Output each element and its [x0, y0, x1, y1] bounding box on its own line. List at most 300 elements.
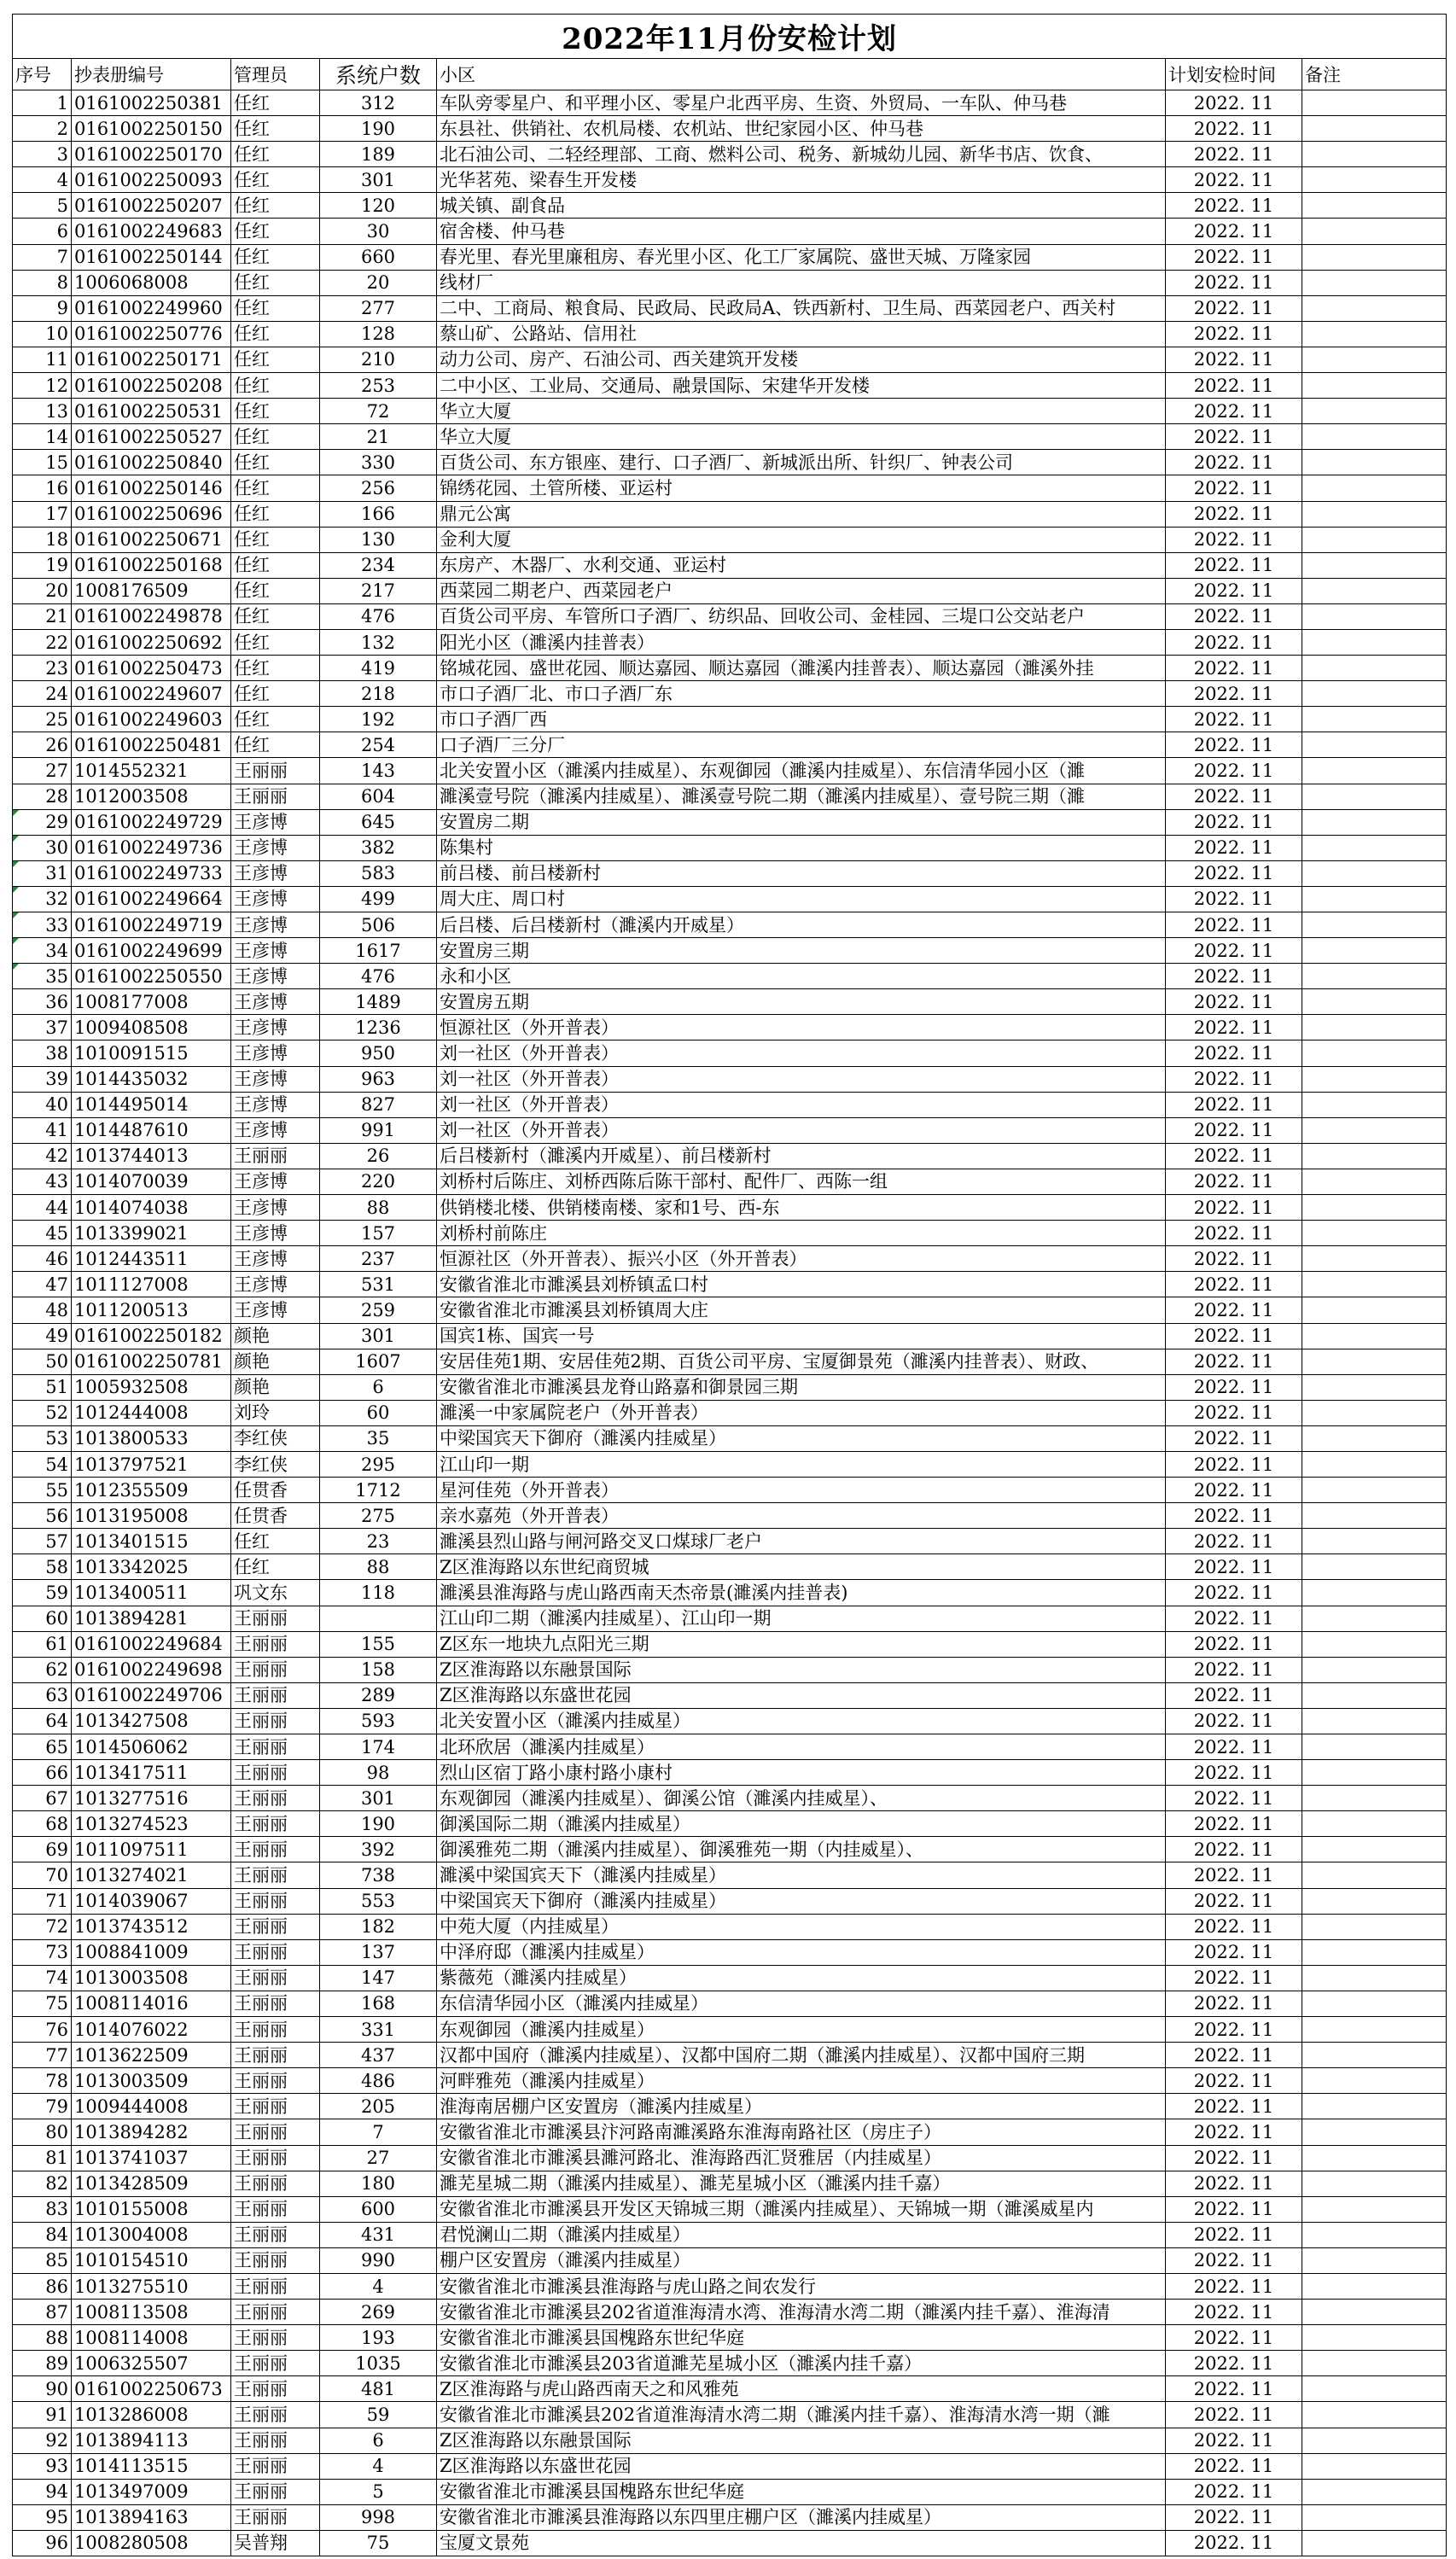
cell-note[interactable]	[1302, 2171, 1447, 2196]
cell-meter-book[interactable]: 0161002249960	[72, 295, 231, 321]
cell-community[interactable]: 西菜园二期老户、西菜园老户	[437, 578, 1166, 603]
cell-household-count[interactable]: 157	[320, 1221, 437, 1246]
cell-plan-time[interactable]: 2022. 11	[1166, 321, 1302, 347]
cell-no[interactable]: 44	[13, 1195, 72, 1221]
cell-manager[interactable]: 王彦博	[231, 1272, 320, 1297]
cell-note[interactable]	[1302, 1117, 1447, 1143]
cell-household-count[interactable]: 218	[320, 681, 437, 707]
cell-plan-time[interactable]: 2022. 11	[1166, 2300, 1302, 2325]
cell-community[interactable]: 中苑大厦（内挂威星）	[437, 1914, 1166, 1939]
cell-no[interactable]: 30	[13, 835, 72, 860]
cell-note[interactable]	[1302, 2145, 1447, 2171]
cell-manager[interactable]: 王丽丽	[231, 2453, 320, 2479]
cell-plan-time[interactable]: 2022. 11	[1166, 1939, 1302, 1965]
cell-community[interactable]: 安居佳苑1期、安居佳苑2期、百货公司平房、宝厦御景苑（濉溪内挂普表）、财政、	[437, 1349, 1166, 1374]
cell-manager[interactable]: 任红	[231, 219, 320, 244]
cell-no[interactable]: 10	[13, 321, 72, 347]
cell-note[interactable]	[1302, 809, 1447, 835]
cell-plan-time[interactable]: 2022. 11	[1166, 2376, 1302, 2402]
cell-no[interactable]: 67	[13, 1786, 72, 1811]
cell-household-count[interactable]: 330	[320, 450, 437, 475]
cell-community[interactable]: 前吕楼、前吕楼新村	[437, 860, 1166, 886]
cell-manager[interactable]: 任红	[231, 501, 320, 527]
cell-note[interactable]	[1302, 450, 1447, 475]
cell-household-count[interactable]: 193	[320, 2325, 437, 2351]
cell-household-count[interactable]: 132	[320, 629, 437, 655]
cell-note[interactable]	[1302, 629, 1447, 655]
cell-plan-time[interactable]: 2022. 11	[1166, 989, 1302, 1015]
cell-manager[interactable]: 王彦博	[231, 1297, 320, 1323]
cell-manager[interactable]: 王丽丽	[231, 1811, 320, 1837]
cell-community[interactable]: 御溪国际二期（濉溪内挂威星）	[437, 1811, 1166, 1837]
cell-community[interactable]: 光华茗苑、梁春生开发楼	[437, 167, 1166, 193]
cell-meter-book[interactable]: 0161002250531	[72, 399, 231, 424]
cell-note[interactable]	[1302, 1400, 1447, 1425]
cell-no[interactable]: 54	[13, 1451, 72, 1477]
cell-meter-book[interactable]: 0161002250093	[72, 167, 231, 193]
cell-community[interactable]: 安徽省淮北市濉溪县203省道濉芜星城小区（濉溪内挂千嘉）	[437, 2351, 1166, 2376]
cell-community[interactable]: 东观御园（濉溪内挂威星）、御溪公馆（濉溪内挂威星）、	[437, 1786, 1166, 1811]
cell-no[interactable]: 8	[13, 270, 72, 295]
cell-household-count[interactable]: 210	[320, 347, 437, 372]
cell-community[interactable]: 北石油公司、二轻经理部、工商、燃料公司、税务、新城幼儿园、新华书店、饮食、	[437, 142, 1166, 167]
cell-household-count[interactable]: 60	[320, 1400, 437, 1425]
cell-no[interactable]: 33	[13, 912, 72, 938]
cell-plan-time[interactable]: 2022. 11	[1166, 1425, 1302, 1451]
cell-community[interactable]: 金利大厦	[437, 527, 1166, 552]
cell-no[interactable]: 76	[13, 2017, 72, 2043]
cell-community[interactable]: 濉溪县淮海路与虎山路西南天杰帝景(濉溪内挂普表)	[437, 1580, 1166, 1606]
cell-no[interactable]: 7	[13, 244, 72, 270]
cell-household-count[interactable]: 991	[320, 1117, 437, 1143]
cell-plan-time[interactable]: 2022. 11	[1166, 1631, 1302, 1657]
cell-meter-book[interactable]: 1008280508	[72, 2530, 231, 2556]
cell-manager[interactable]: 李红侠	[231, 1425, 320, 1451]
cell-plan-time[interactable]: 2022. 11	[1166, 1041, 1302, 1066]
cell-note[interactable]	[1302, 527, 1447, 552]
cell-household-count[interactable]: 990	[320, 2247, 437, 2273]
cell-household-count[interactable]: 88	[320, 1195, 437, 1221]
cell-community[interactable]: 宝厦文景苑	[437, 2530, 1166, 2556]
cell-community[interactable]: 车队旁零星户、和平理小区、零星户北西平房、生资、外贸局、一车队、仲马巷	[437, 90, 1166, 116]
cell-plan-time[interactable]: 2022. 11	[1166, 193, 1302, 219]
cell-note[interactable]	[1302, 1837, 1447, 1862]
cell-no[interactable]: 1	[13, 90, 72, 116]
cell-household-count[interactable]: 645	[320, 809, 437, 835]
cell-manager[interactable]: 任红	[231, 373, 320, 399]
cell-manager[interactable]: 任红	[231, 193, 320, 219]
cell-household-count[interactable]: 118	[320, 1580, 437, 1606]
cell-community[interactable]: 安徽省淮北市濉溪县202省道淮海清水湾二期（濉溪内挂千嘉）、淮海清水湾一期（濉	[437, 2402, 1166, 2428]
cell-manager[interactable]: 王彦博	[231, 1195, 320, 1221]
cell-household-count[interactable]: 499	[320, 886, 437, 912]
cell-community[interactable]: 陈集村	[437, 835, 1166, 860]
cell-manager[interactable]: 王丽丽	[231, 1606, 320, 1631]
cell-manager[interactable]: 颜艳	[231, 1349, 320, 1374]
cell-plan-time[interactable]: 2022. 11	[1166, 2094, 1302, 2119]
cell-community[interactable]: 北关安置小区（濉溪内挂威星）、东观御园（濉溪内挂威星）、东信清华园小区（濉	[437, 758, 1166, 784]
cell-household-count[interactable]: 481	[320, 2376, 437, 2402]
cell-plan-time[interactable]: 2022. 11	[1166, 167, 1302, 193]
cell-note[interactable]	[1302, 2222, 1447, 2247]
cell-plan-time[interactable]: 2022. 11	[1166, 1786, 1302, 1811]
cell-meter-book[interactable]: 0161002250673	[72, 2376, 231, 2402]
cell-manager[interactable]: 任红	[231, 732, 320, 758]
cell-household-count[interactable]: 301	[320, 1323, 437, 1349]
cell-note[interactable]	[1302, 603, 1447, 629]
cell-note[interactable]	[1302, 1760, 1447, 1786]
cell-manager[interactable]: 任红	[231, 681, 320, 707]
cell-plan-time[interactable]: 2022. 11	[1166, 603, 1302, 629]
cell-note[interactable]	[1302, 2479, 1447, 2504]
cell-community[interactable]: 二中小区、工业局、交通局、融景国际、宋建华开发楼	[437, 373, 1166, 399]
cell-note[interactable]	[1302, 1092, 1447, 1117]
cell-manager[interactable]: 王彦博	[231, 989, 320, 1015]
cell-no[interactable]: 47	[13, 1272, 72, 1297]
cell-household-count[interactable]: 256	[320, 475, 437, 501]
cell-note[interactable]	[1302, 2068, 1447, 2094]
cell-manager[interactable]: 任红	[231, 527, 320, 552]
cell-community[interactable]: 安置房二期	[437, 809, 1166, 835]
cell-manager[interactable]: 任红	[231, 295, 320, 321]
cell-community[interactable]: 安徽省淮北市濉溪县开发区天锦城三期（濉溪内挂威星）、天锦城一期（濉溪威星内	[437, 2196, 1166, 2222]
cell-manager[interactable]: 王丽丽	[231, 2428, 320, 2453]
cell-plan-time[interactable]: 2022. 11	[1166, 1451, 1302, 1477]
cell-no[interactable]: 63	[13, 1682, 72, 1708]
cell-plan-time[interactable]: 2022. 11	[1166, 578, 1302, 603]
cell-community[interactable]: 濉芜星城二期（濉溪内挂威星）、濉芜星城小区（濉溪内挂千嘉）	[437, 2171, 1166, 2196]
cell-community[interactable]: 中梁国宾天下御府（濉溪内挂威星）	[437, 1425, 1166, 1451]
cell-note[interactable]	[1302, 1297, 1447, 1323]
cell-note[interactable]	[1302, 2273, 1447, 2299]
cell-household-count[interactable]: 128	[320, 321, 437, 347]
cell-note[interactable]	[1302, 938, 1447, 964]
cell-note[interactable]	[1302, 1015, 1447, 1041]
cell-community[interactable]: 市口子酒厂西	[437, 707, 1166, 732]
cell-plan-time[interactable]: 2022. 11	[1166, 373, 1302, 399]
cell-no[interactable]: 78	[13, 2068, 72, 2094]
cell-manager[interactable]: 王丽丽	[231, 2145, 320, 2171]
cell-manager[interactable]: 任红	[231, 270, 320, 295]
cell-no[interactable]: 55	[13, 1478, 72, 1503]
cell-manager[interactable]: 王丽丽	[231, 1862, 320, 1888]
cell-plan-time[interactable]: 2022. 11	[1166, 399, 1302, 424]
cell-no[interactable]: 3	[13, 142, 72, 167]
cell-plan-time[interactable]: 2022. 11	[1166, 2017, 1302, 2043]
cell-no[interactable]: 79	[13, 2094, 72, 2119]
cell-no[interactable]: 22	[13, 629, 72, 655]
cell-no[interactable]: 92	[13, 2428, 72, 2453]
cell-household-count[interactable]: 1035	[320, 2351, 437, 2376]
cell-note[interactable]	[1302, 475, 1447, 501]
cell-no[interactable]: 51	[13, 1374, 72, 1400]
cell-note[interactable]	[1302, 681, 1447, 707]
cell-manager[interactable]: 任红	[231, 116, 320, 142]
cell-manager[interactable]: 王彦博	[231, 1221, 320, 1246]
cell-plan-time[interactable]: 2022. 11	[1166, 527, 1302, 552]
cell-household-count[interactable]: 301	[320, 167, 437, 193]
cell-manager[interactable]: 王丽丽	[231, 2325, 320, 2351]
cell-no[interactable]: 49	[13, 1323, 72, 1349]
cell-note[interactable]	[1302, 1169, 1447, 1194]
cell-household-count[interactable]: 419	[320, 656, 437, 681]
cell-note[interactable]	[1302, 244, 1447, 270]
cell-meter-book[interactable]: 1013274021	[72, 1862, 231, 1888]
cell-note[interactable]	[1302, 2530, 1447, 2556]
cell-note[interactable]	[1302, 1349, 1447, 1374]
cell-community[interactable]: 北环欣居（濉溪内挂威星）	[437, 1734, 1166, 1760]
cell-no[interactable]: 20	[13, 578, 72, 603]
cell-manager[interactable]: 王彦博	[231, 1246, 320, 1272]
cell-note[interactable]	[1302, 1246, 1447, 1272]
cell-community[interactable]: 江山印一期	[437, 1451, 1166, 1477]
cell-community[interactable]: 刘一社区（外开普表）	[437, 1041, 1166, 1066]
cell-no[interactable]: 65	[13, 1734, 72, 1760]
cell-meter-book[interactable]: 1014076022	[72, 2017, 231, 2043]
cell-meter-book[interactable]: 1014435032	[72, 1066, 231, 1092]
cell-no[interactable]: 45	[13, 1221, 72, 1246]
cell-household-count[interactable]: 301	[320, 1786, 437, 1811]
cell-note[interactable]	[1302, 2325, 1447, 2351]
cell-household-count[interactable]: 180	[320, 2171, 437, 2196]
cell-manager[interactable]: 王彦博	[231, 1041, 320, 1066]
cell-manager[interactable]: 颜艳	[231, 1374, 320, 1400]
cell-household-count[interactable]: 431	[320, 2222, 437, 2247]
cell-plan-time[interactable]: 2022. 11	[1166, 1862, 1302, 1888]
cell-community[interactable]: 锦绣花园、土管所楼、亚运村	[437, 475, 1166, 501]
cell-household-count[interactable]: 998	[320, 2504, 437, 2530]
cell-community[interactable]: 安徽省淮北市濉溪县淮海路以东四里庄棚户区（濉溪内挂威星）	[437, 2504, 1166, 2530]
cell-household-count[interactable]: 137	[320, 1939, 437, 1965]
cell-plan-time[interactable]: 2022. 11	[1166, 1606, 1302, 1631]
cell-manager[interactable]: 任红	[231, 450, 320, 475]
cell-meter-book[interactable]: 1013286008	[72, 2402, 231, 2428]
cell-manager[interactable]: 王丽丽	[231, 1914, 320, 1939]
cell-household-count[interactable]: 237	[320, 1246, 437, 1272]
cell-household-count[interactable]: 827	[320, 1092, 437, 1117]
cell-note[interactable]	[1302, 1862, 1447, 1888]
cell-note[interactable]	[1302, 347, 1447, 372]
cell-meter-book[interactable]: 1013399021	[72, 1221, 231, 1246]
cell-meter-book[interactable]: 1014506062	[72, 1734, 231, 1760]
cell-meter-book[interactable]: 0161002250481	[72, 732, 231, 758]
cell-plan-time[interactable]: 2022. 11	[1166, 450, 1302, 475]
cell-household-count[interactable]: 269	[320, 2300, 437, 2325]
cell-note[interactable]	[1302, 1657, 1447, 1682]
cell-household-count[interactable]: 476	[320, 603, 437, 629]
cell-household-count[interactable]: 26	[320, 1143, 437, 1169]
cell-meter-book[interactable]: 1013894281	[72, 1606, 231, 1631]
cell-manager[interactable]: 王丽丽	[231, 2351, 320, 2376]
cell-meter-book[interactable]: 1013428509	[72, 2171, 231, 2196]
cell-plan-time[interactable]: 2022. 11	[1166, 1297, 1302, 1323]
cell-plan-time[interactable]: 2022. 11	[1166, 1837, 1302, 1862]
cell-manager[interactable]: 任红	[231, 142, 320, 167]
cell-note[interactable]	[1302, 193, 1447, 219]
cell-meter-book[interactable]: 1009444008	[72, 2094, 231, 2119]
cell-household-count[interactable]: 7	[320, 2119, 437, 2145]
cell-note[interactable]	[1302, 656, 1447, 681]
cell-manager[interactable]: 任红	[231, 399, 320, 424]
cell-plan-time[interactable]: 2022. 11	[1166, 475, 1302, 501]
cell-community[interactable]: 紫薇苑（濉溪内挂威星）	[437, 1965, 1166, 1991]
cell-household-count[interactable]: 531	[320, 1272, 437, 1297]
cell-plan-time[interactable]: 2022. 11	[1166, 1657, 1302, 1682]
cell-household-count[interactable]: 155	[320, 1631, 437, 1657]
cell-meter-book[interactable]: 1013417511	[72, 1760, 231, 1786]
cell-note[interactable]	[1302, 1888, 1447, 1914]
cell-community[interactable]: Z区淮海路以东世纪商贸城	[437, 1554, 1166, 1580]
cell-plan-time[interactable]: 2022. 11	[1166, 244, 1302, 270]
cell-no[interactable]: 91	[13, 2402, 72, 2428]
cell-manager[interactable]: 任红	[231, 90, 320, 116]
cell-no[interactable]: 69	[13, 1837, 72, 1862]
cell-manager[interactable]: 任红	[231, 578, 320, 603]
cell-meter-book[interactable]: 1013275510	[72, 2273, 231, 2299]
cell-plan-time[interactable]: 2022. 11	[1166, 2247, 1302, 2273]
cell-meter-book[interactable]: 1014039067	[72, 1888, 231, 1914]
cell-community[interactable]: 阳光小区（濉溪内挂普表）	[437, 629, 1166, 655]
cell-no[interactable]: 50	[13, 1349, 72, 1374]
cell-manager[interactable]: 任红	[231, 1554, 320, 1580]
cell-plan-time[interactable]: 2022. 11	[1166, 2428, 1302, 2453]
cell-community[interactable]: Z区淮海路以东融景国际	[437, 1657, 1166, 1682]
cell-community[interactable]: Z区淮海路以东融景国际	[437, 2428, 1166, 2453]
cell-plan-time[interactable]: 2022. 11	[1166, 2043, 1302, 2068]
cell-note[interactable]	[1302, 860, 1447, 886]
cell-community[interactable]: 百货公司平房、车管所口子酒厂、纺织品、回收公司、金桂园、三堤口公交站老户	[437, 603, 1166, 629]
cell-no[interactable]: 90	[13, 2376, 72, 2402]
cell-manager[interactable]: 王彦博	[231, 912, 320, 938]
cell-community[interactable]: 安徽省淮北市濉溪县淮海路与虎山路之间农发行	[437, 2273, 1166, 2299]
cell-no[interactable]: 64	[13, 1708, 72, 1734]
cell-no[interactable]: 85	[13, 2247, 72, 2273]
cell-household-count[interactable]: 275	[320, 1503, 437, 1529]
cell-plan-time[interactable]: 2022. 11	[1166, 1092, 1302, 1117]
cell-household-count[interactable]: 190	[320, 1811, 437, 1837]
cell-household-count[interactable]: 147	[320, 1965, 437, 1991]
cell-plan-time[interactable]: 2022. 11	[1166, 1246, 1302, 1272]
cell-note[interactable]	[1302, 501, 1447, 527]
cell-meter-book[interactable]: 1013342025	[72, 1554, 231, 1580]
cell-manager[interactable]: 王彦博	[231, 860, 320, 886]
cell-no[interactable]: 86	[13, 2273, 72, 2299]
cell-manager[interactable]: 王丽丽	[231, 784, 320, 809]
cell-no[interactable]: 19	[13, 552, 72, 578]
cell-community[interactable]: 供销楼北楼、供销楼南楼、家和1号、西-东	[437, 1195, 1166, 1221]
cell-plan-time[interactable]: 2022. 11	[1166, 552, 1302, 578]
cell-plan-time[interactable]: 2022. 11	[1166, 784, 1302, 809]
cell-note[interactable]	[1302, 399, 1447, 424]
cell-plan-time[interactable]: 2022. 11	[1166, 1734, 1302, 1760]
cell-meter-book[interactable]: 0161002250671	[72, 527, 231, 552]
cell-no[interactable]: 26	[13, 732, 72, 758]
cell-household-count[interactable]: 158	[320, 1657, 437, 1682]
cell-manager[interactable]: 王丽丽	[231, 2402, 320, 2428]
cell-plan-time[interactable]: 2022. 11	[1166, 2119, 1302, 2145]
cell-meter-book[interactable]: 0161002250208	[72, 373, 231, 399]
cell-plan-time[interactable]: 2022. 11	[1166, 2530, 1302, 2556]
cell-no[interactable]: 52	[13, 1400, 72, 1425]
cell-plan-time[interactable]: 2022. 11	[1166, 629, 1302, 655]
cell-manager[interactable]: 任红	[231, 244, 320, 270]
cell-community[interactable]: 刘桥村后陈庄、刘桥西陈后陈干部村、配件厂、西陈一组	[437, 1169, 1166, 1194]
cell-note[interactable]	[1302, 270, 1447, 295]
cell-community[interactable]: 中泽府邸（濉溪内挂威星）	[437, 1939, 1166, 1965]
cell-meter-book[interactable]: 1010091515	[72, 1041, 231, 1066]
cell-community[interactable]: 铭城花园、盛世花园、顺达嘉园、顺达嘉园（濉溪内挂普表）、顺达嘉园（濉溪外挂	[437, 656, 1166, 681]
cell-household-count[interactable]: 1617	[320, 938, 437, 964]
cell-meter-book[interactable]: 1013894163	[72, 2504, 231, 2530]
cell-community[interactable]: 国宾1栋、国宾一号	[437, 1323, 1166, 1349]
cell-no[interactable]: 58	[13, 1554, 72, 1580]
cell-note[interactable]	[1302, 1478, 1447, 1503]
cell-meter-book[interactable]: 1010154510	[72, 2247, 231, 2273]
cell-plan-time[interactable]: 2022. 11	[1166, 707, 1302, 732]
cell-plan-time[interactable]: 2022. 11	[1166, 1888, 1302, 1914]
cell-plan-time[interactable]: 2022. 11	[1166, 219, 1302, 244]
cell-meter-book[interactable]: 0161002249683	[72, 219, 231, 244]
cell-manager[interactable]: 王丽丽	[231, 1760, 320, 1786]
cell-plan-time[interactable]: 2022. 11	[1166, 1374, 1302, 1400]
cell-no[interactable]: 17	[13, 501, 72, 527]
cell-household-count[interactable]: 253	[320, 373, 437, 399]
cell-note[interactable]	[1302, 1195, 1447, 1221]
cell-plan-time[interactable]: 2022. 11	[1166, 501, 1302, 527]
cell-note[interactable]	[1302, 1682, 1447, 1708]
cell-meter-book[interactable]: 1011097511	[72, 1837, 231, 1862]
cell-plan-time[interactable]: 2022. 11	[1166, 681, 1302, 707]
cell-no[interactable]: 28	[13, 784, 72, 809]
cell-household-count[interactable]: 277	[320, 295, 437, 321]
cell-household-count[interactable]: 506	[320, 912, 437, 938]
cell-manager[interactable]: 任红	[231, 656, 320, 681]
cell-no[interactable]: 6	[13, 219, 72, 244]
cell-plan-time[interactable]: 2022. 11	[1166, 886, 1302, 912]
cell-household-count[interactable]: 30	[320, 219, 437, 244]
cell-note[interactable]	[1302, 2428, 1447, 2453]
cell-no[interactable]: 21	[13, 603, 72, 629]
cell-manager[interactable]: 王丽丽	[231, 1657, 320, 1682]
cell-community[interactable]: 亲水嘉苑（外开普表）	[437, 1503, 1166, 1529]
cell-household-count[interactable]: 600	[320, 2196, 437, 2222]
cell-note[interactable]	[1302, 116, 1447, 142]
cell-plan-time[interactable]: 2022. 11	[1166, 964, 1302, 989]
cell-manager[interactable]: 王彦博	[231, 809, 320, 835]
cell-no[interactable]: 35	[13, 964, 72, 989]
cell-household-count[interactable]: 75	[320, 2530, 437, 2556]
cell-plan-time[interactable]: 2022. 11	[1166, 1965, 1302, 1991]
cell-household-count[interactable]: 392	[320, 1837, 437, 1862]
cell-plan-time[interactable]: 2022. 11	[1166, 295, 1302, 321]
cell-meter-book[interactable]: 1005932508	[72, 1374, 231, 1400]
cell-household-count[interactable]: 963	[320, 1066, 437, 1092]
cell-note[interactable]	[1302, 1811, 1447, 1837]
cell-no[interactable]: 94	[13, 2479, 72, 2504]
cell-no[interactable]: 83	[13, 2196, 72, 2222]
cell-community[interactable]: 安徽省淮北市濉溪县刘桥镇孟口村	[437, 1272, 1166, 1297]
cell-household-count[interactable]: 27	[320, 2145, 437, 2171]
cell-meter-book[interactable]: 1013744013	[72, 1143, 231, 1169]
cell-household-count[interactable]: 1712	[320, 1478, 437, 1503]
cell-household-count[interactable]: 182	[320, 1914, 437, 1939]
cell-plan-time[interactable]: 2022. 11	[1166, 2171, 1302, 2196]
cell-household-count[interactable]: 21	[320, 424, 437, 450]
cell-community[interactable]: Z区淮海路以东盛世花园	[437, 2453, 1166, 2479]
cell-manager[interactable]: 王丽丽	[231, 2017, 320, 2043]
cell-no[interactable]: 12	[13, 373, 72, 399]
cell-note[interactable]	[1302, 142, 1447, 167]
